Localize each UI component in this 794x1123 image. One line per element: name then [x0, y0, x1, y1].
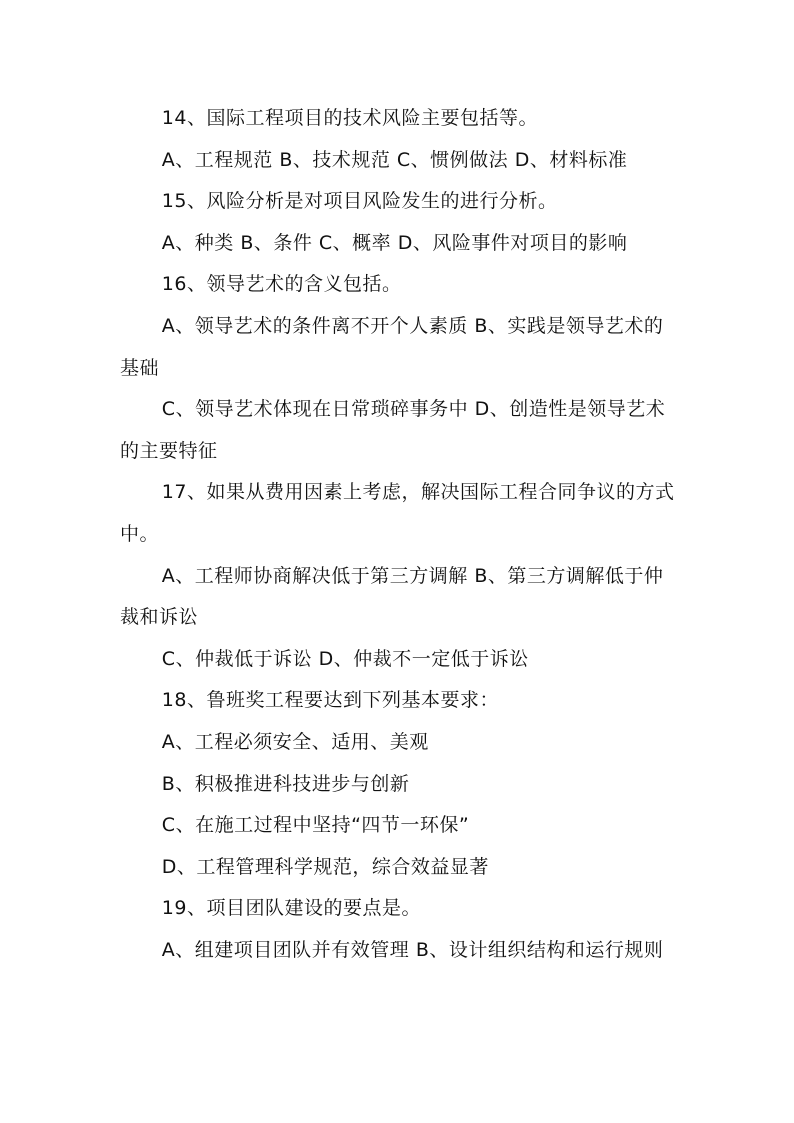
- question-15: 15、风险分析是对项目风险发生的进行分析。: [161, 190, 558, 213]
- question-18-option-a: A、工程必须安全、适用、美观: [161, 730, 429, 753]
- question-18: 18、鲁班奖工程要达到下列基本要求：: [161, 689, 499, 712]
- question-18-option-d: D、工程管理科学规范，综合效益显著: [161, 855, 489, 878]
- question-19: 19、项目团队建设的要点是。: [161, 897, 421, 920]
- question-18-option-c: C、在施工过程中坚持“四节一环保”: [161, 814, 470, 837]
- question-14: 14、国际工程项目的技术风险主要包括等。: [161, 107, 538, 129]
- question-17-options-cd: C、仲裁低于诉讼 D、仲裁不一定低于诉讼: [161, 647, 529, 670]
- question-18-option-b: B、积极推进科技进步与创新: [161, 772, 410, 795]
- question-17-options-ab: A、工程师协商解决低于第三方调解 B、第三方调解低于仲裁和诉讼: [120, 564, 664, 629]
- question-16-options-ab: A、领导艺术的条件离不开个人素质 B、实践是领导艺术的基础: [120, 314, 664, 379]
- document-body: [120, 98, 680, 971]
- question-15-options: A、种类 B、条件 C、概率 D、风险事件对项目的影响: [161, 231, 628, 254]
- question-14-options: A、工程规范 B、技术规范 C、惯例做法 D、材料标准: [161, 148, 628, 171]
- question-19-options-ab: A、组建项目团队并有效管理 B、设计组织结构和运行规则: [161, 938, 664, 961]
- question-17: 17、如果从费用因素上考虑，解决国际工程合同争议的方式中。: [120, 481, 675, 545]
- question-16: 16、领导艺术的含义包括。: [161, 273, 402, 296]
- question-16-options-cd: C、领导艺术体现在日常琐碎事务中 D、创造性是领导艺术的主要特征: [120, 398, 666, 462]
